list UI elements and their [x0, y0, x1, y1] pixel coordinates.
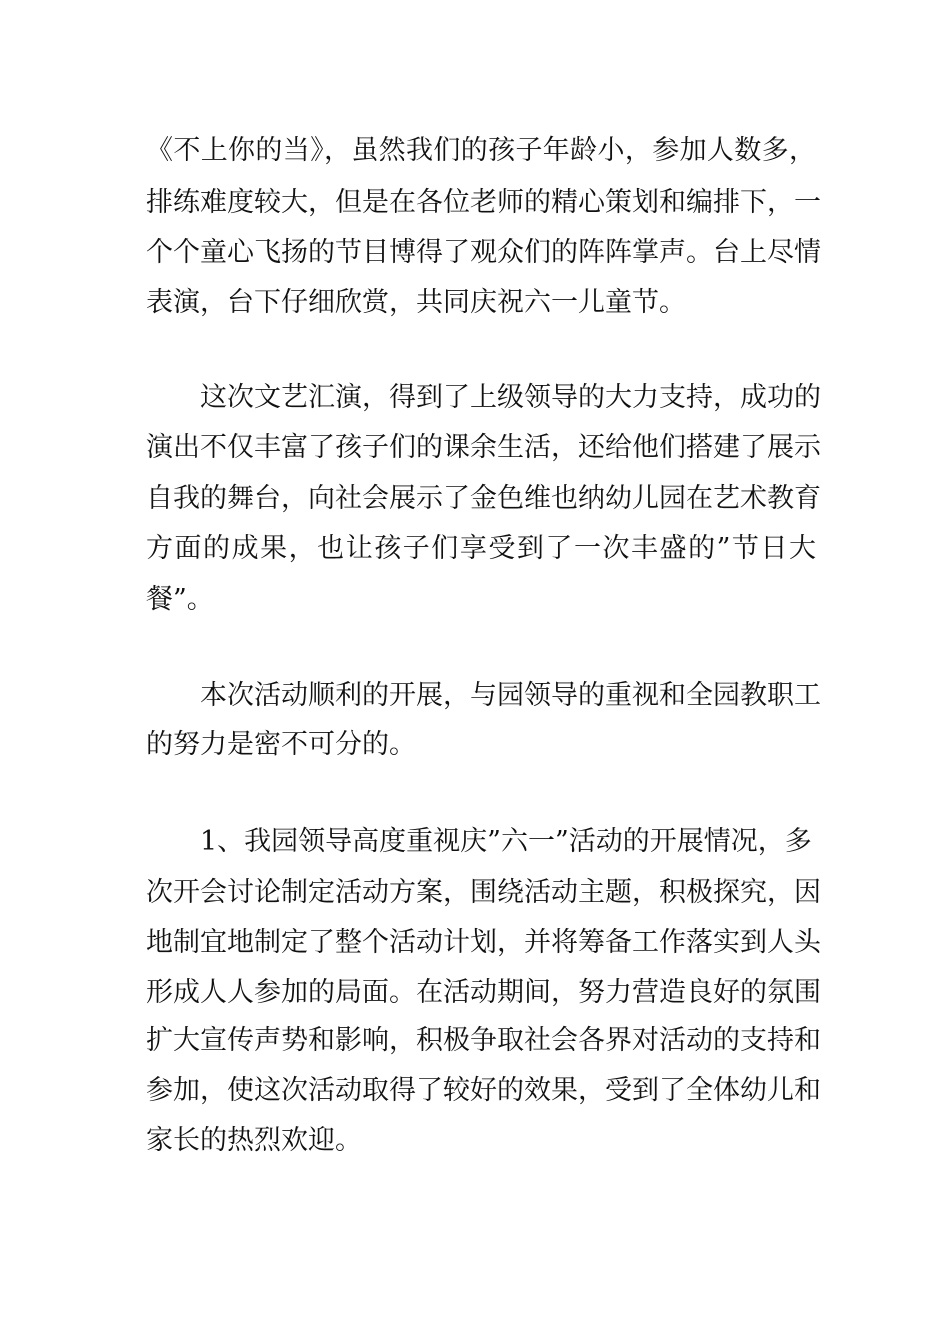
paragraph-line: 个个童心飞扬的节目博得了观众们的阵阵掌声。台上尽情 [146, 237, 821, 268]
paragraph-line: 自我的舞台，向社会展示了金色维也纳幼儿园在艺术教育 [146, 483, 821, 514]
paragraph-line: 本次活动顺利的开展，与园领导的重视和全园教职工 [200, 680, 821, 711]
paragraph-line: 的努力是密不可分的。 [146, 729, 416, 760]
paragraph-line: 参加，使这次活动取得了较好的效果，受到了全体幼儿和 [146, 1075, 821, 1106]
paragraph-line: 排练难度较大，但是在各位老师的精心策划和编排下，一 [146, 187, 821, 218]
paragraph-line: 形成人人参加的局面。在活动期间，努力营造良好的氛围 [146, 977, 821, 1008]
paragraph-line: 家长的热烈欢迎。 [146, 1125, 362, 1156]
paragraph-line: 这次文艺汇演，得到了上级领导的大力支持，成功的 [200, 382, 821, 413]
paragraph-line: 餐”。 [146, 584, 214, 615]
paragraph-line: 扩大宣传声势和影响，积极争取社会各界对活动的支持和 [146, 1025, 821, 1056]
paragraph-line: 1、我园领导高度重视庆”六一”活动的开展情况，多 [200, 826, 812, 857]
paragraph-line: 表演，台下仔细欣赏，共同庆祝六一儿童节。 [146, 287, 686, 318]
paragraph-line: 演出不仅丰富了孩子们的课余生活，还给他们搭建了展示 [146, 432, 821, 463]
paragraph-line: 地制宜地制定了整个活动计划，并将筹备工作落实到人头 [146, 927, 821, 958]
paragraph-line: 方面的成果，也让孩子们享受到了一次丰盛的”节日大 [146, 533, 816, 564]
paragraph-line: 《不上你的当》，虽然我们的孩子年龄小，参加人数多， [146, 135, 816, 166]
paragraph-line: 次开会讨论制定活动方案，围绕活动主题，积极探究，因 [146, 877, 821, 908]
